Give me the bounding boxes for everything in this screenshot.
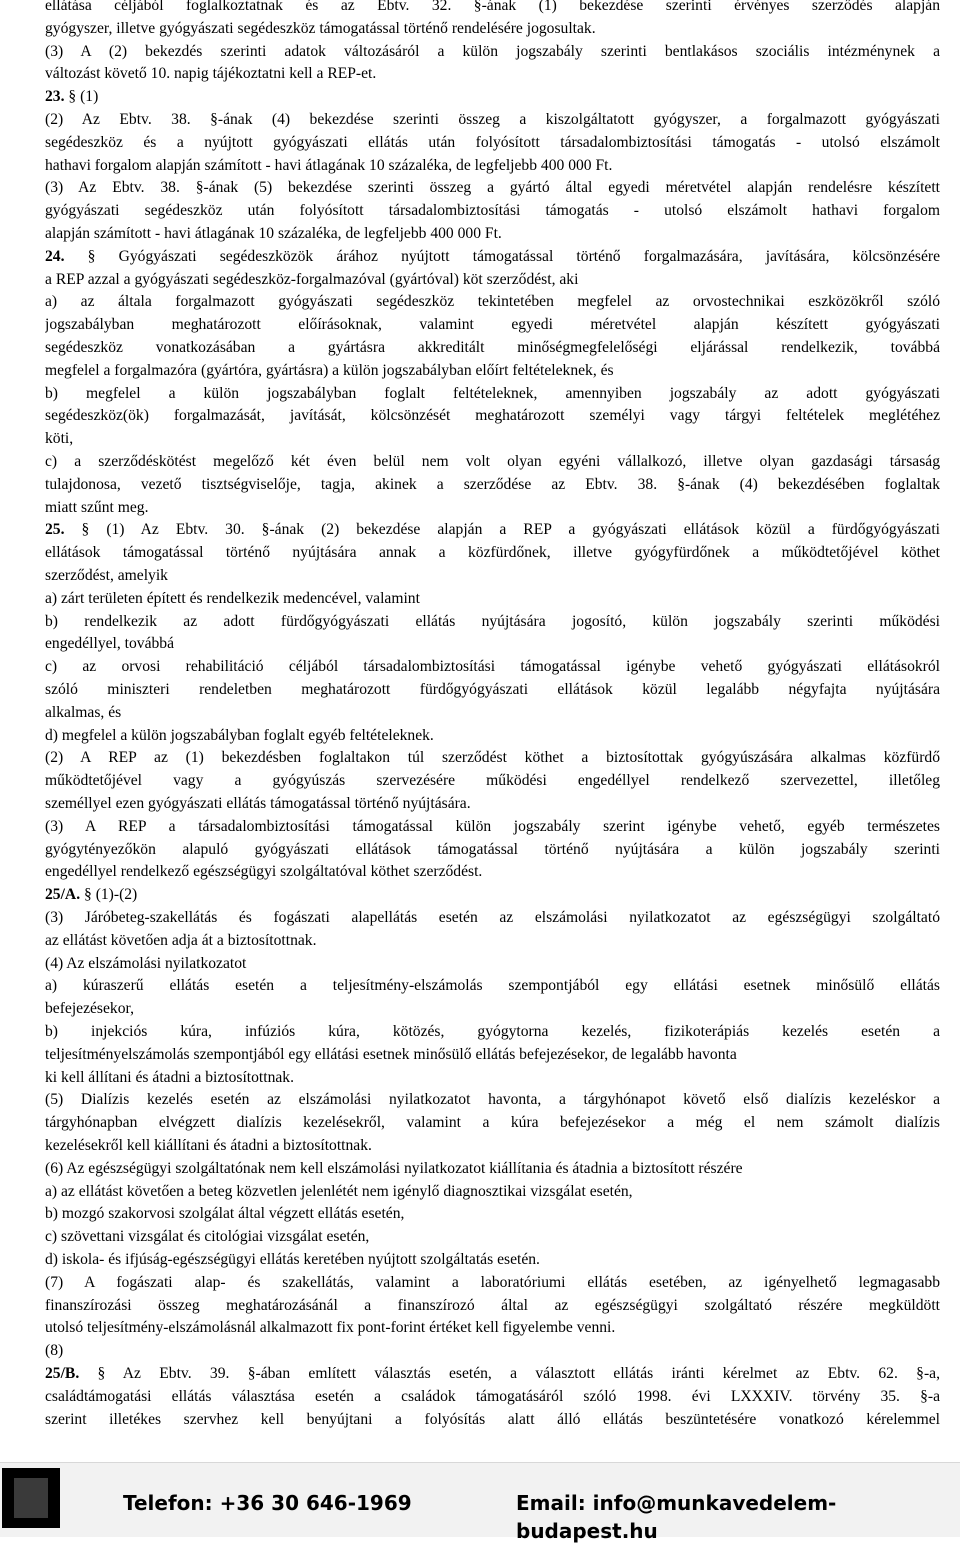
line-text: (3) Az Ebtv. 38. §-ának (5) bekezdése szerinti összeg a gyártó által egyedi méretvétel alapján rendelésre készített xyxy=(45,179,940,197)
text-line xyxy=(45,543,940,563)
logo-icon xyxy=(2,1468,60,1528)
line-text: d) megfelel a külön jogszabályban foglalt egyéb feltételeknek. xyxy=(45,726,434,744)
text-line xyxy=(45,1182,940,1202)
section-number: 25/A. xyxy=(45,886,81,904)
line-text: b) megfelel a külön jogszabályban foglalt feltételeknek, amennyiben jogszabály az adott gyógyászati xyxy=(45,384,940,402)
text-line xyxy=(45,19,940,39)
text-line xyxy=(45,201,940,221)
text-line xyxy=(45,634,940,654)
text-line xyxy=(45,589,940,609)
text-line xyxy=(45,908,940,928)
line-text: a) zárt területen épített és rendelkezik medencével, valamint xyxy=(45,589,420,607)
text-line xyxy=(45,384,940,404)
text-line xyxy=(45,817,940,837)
line-text: (3) A (2) bekezdés szerinti adatok változásáról a külön jogszabály szerinti bentlakásos szociális intézménynek a xyxy=(45,42,940,60)
text-line xyxy=(45,1159,940,1179)
text-line xyxy=(45,1318,940,1338)
text-line xyxy=(45,133,940,153)
line-text: a) az ellátást követően a beteg közvetlen jelenlétét nem igénylő diagnosztikai vizsgálat esetén, xyxy=(45,1182,633,1200)
text-line xyxy=(45,1410,940,1430)
line-text: (7) A fogászati alap- és szakellátás, valamint a laboratóriumi ellátás esetében, az igényelhető legmagasabb xyxy=(45,1273,940,1291)
text-line xyxy=(45,270,940,290)
line-text: engedéllyel, továbbá xyxy=(45,635,175,653)
text-line xyxy=(45,862,940,882)
line-text: családtámogatási ellátás választása esetén a családok támogatásáról szóló 1998. évi LXXXIV. törvény 35. §-a xyxy=(45,1387,940,1405)
text-line xyxy=(45,748,940,768)
text-line xyxy=(45,931,940,951)
text-line xyxy=(45,657,940,677)
line-text: az ellátást követően adja át a biztosítottnak. xyxy=(45,931,317,949)
line-text: gyógyászati segédeszköz után folyósított társadalombiztosítási támogatás - utolsó elszámolt hathavi forgalom xyxy=(45,202,940,220)
text-line xyxy=(45,1227,940,1247)
line-text: a) az általa forgalmazott gyógyászati segédeszköz tekintetében megfelel az orvostechnikai eszközökről szóló xyxy=(45,293,940,311)
text-line xyxy=(45,406,940,426)
line-text: c) szövettani vizsgálat és citológiai vizsgálat esetén, xyxy=(45,1228,370,1246)
text-line xyxy=(45,1341,940,1361)
line-text: gyógytényezőkön alapuló gyógyászati ellátások támogatással történő nyújtására a külön jogszabály szerinti xyxy=(45,840,940,858)
line-text: ki kell állítani és átadni a biztosítottnak. xyxy=(45,1068,295,1086)
line-text: § Az Ebtv. 39. §-ában említett választás esetén, a választott ellátás iránti kérelmet az Ebtv. 62. §-a, xyxy=(97,1365,940,1382)
text-line xyxy=(45,224,940,244)
page-footer xyxy=(0,1462,960,1543)
text-line xyxy=(45,703,940,723)
line-text: b) mozgó szakorvosi szolgálat által végzett ellátás esetén, xyxy=(45,1205,405,1223)
line-text: változást követő 10. napig tájékoztatni kell a REP-et. xyxy=(45,65,377,83)
line-text: (6) Az egészségügyi szolgáltatónak nem kell elszámolási nyilatkozatot kiállítania és átadnia a biztosított részére xyxy=(45,1159,743,1177)
line-text: befejezésekor, xyxy=(45,1000,134,1018)
text-line xyxy=(45,64,940,84)
footer-phone: Telefon: +36 30 646-1969 xyxy=(123,1491,412,1515)
section-number: 24. xyxy=(45,247,65,265)
text-line xyxy=(45,1273,940,1293)
text-line xyxy=(45,771,940,791)
text-line xyxy=(45,885,940,905)
text-line xyxy=(45,110,940,130)
line-text: szerződést, amelyik xyxy=(45,567,168,584)
text-line xyxy=(45,520,940,540)
text-line xyxy=(45,1250,940,1270)
line-text: (8) xyxy=(45,1342,64,1360)
text-line xyxy=(45,1204,940,1224)
text-line xyxy=(45,87,940,107)
text-line xyxy=(45,1387,940,1407)
line-text: tárgyhónapban elvégzett dialízis kezelésekről, valamint a kúra befejezésekor a még el nem számolt dialízis xyxy=(45,1114,940,1132)
text-line xyxy=(45,156,940,176)
text-line xyxy=(45,247,940,267)
line-text: § (1)-(2) xyxy=(84,886,138,904)
text-line xyxy=(45,1090,940,1110)
text-line xyxy=(45,1022,940,1042)
line-text: miatt szűnt meg. xyxy=(45,498,149,516)
text-line xyxy=(45,42,940,62)
text-line xyxy=(45,498,940,518)
line-text: ellátása céljából foglalkoztatnak és az Ebtv. 32. §-ának (1) bekezdése szerinti érvényes szerződés alapján xyxy=(45,0,940,14)
line-text: teljesítményelszámolás szempontjából egy ellátási esetnek minősülő ellátás befejezésekor, de legalább havonta xyxy=(45,1045,737,1063)
line-text: engedéllyel rendelkező egészségügyi szolgáltatóval köthet szerződést. xyxy=(45,863,483,881)
line-text: jogszabályban meghatározott előírásoknak, valamint egyedi méretvétel alapján készített gyógyászati xyxy=(45,316,940,334)
line-text: (2) Az Ebtv. 38. §-ának (4) bekezdése szerinti összeg a kiszolgáltatott gyógyszer, a forgalmazott gyógyászati xyxy=(45,111,940,128)
line-text: szerint illetékes szervhez kell benyújtani a folyósítás alatt álló ellátás beszüntetésére vonatkozó kérelemmel xyxy=(45,1410,940,1428)
text-line xyxy=(45,976,940,996)
line-text: tulajdonosa, vezető tisztségviselője, tagja, akinek a szerződése az Ebtv. 38. §-ának (4) bekezdésében foglaltak xyxy=(45,475,940,493)
text-line xyxy=(45,1068,940,1088)
line-text: utolsó teljesítmény-elszámolásnál alkalmazott fix pont-forint értéket kell figyelembe venni. xyxy=(45,1319,616,1337)
line-text: (4) Az elszámolási nyilatkozatot xyxy=(45,954,247,972)
section-number: 25. xyxy=(45,521,65,539)
text-line xyxy=(45,1113,940,1133)
text-line xyxy=(45,0,940,16)
line-text: segédeszköz vonatkozásában a gyártásra akkreditált minőségmegfelelőségi eljárással rendelkezik, továbbá xyxy=(45,339,940,356)
text-line xyxy=(45,726,940,746)
footer-email: Email: info@munkavedelem-budapest.hu xyxy=(516,1491,837,1543)
text-line xyxy=(45,954,940,974)
line-text: ellátások támogatással történő nyújtására annak a közfürdőnek, illetve gyógyfürdőnek a működtetőjével köthet xyxy=(45,544,940,562)
line-text: megfelel a forgalmazóra (gyártóra, gyártásra) a külön jogszabályban előírt feltételeknek, és xyxy=(45,361,614,379)
line-text: (3) Járóbeteg-szakellátás és fogászati alapellátás esetén az elszámolási nyilatkozatot az egészségügyi szolgáltató xyxy=(45,909,940,926)
text-line xyxy=(45,1296,940,1316)
line-text: (2) A REP az (1) bekezdésben foglaltakon túl szerződést köthet a biztosítottak gyógyúszására alkalmas közfürdő xyxy=(45,749,940,767)
line-text: működtetőjével vagy a gyógyúszás szervezésére működési engedéllyel rendelkező szervezettel, illetőleg xyxy=(45,772,940,790)
line-text: § (1) Az Ebtv. 30. §-ának (2) bekezdése alapján a REP a gyógyászati ellátások közül a fürdőgyógyászati xyxy=(81,521,940,539)
text-line xyxy=(45,292,940,312)
line-text: köti, xyxy=(45,430,74,448)
line-text: a) kúraszerű ellátás esetén a teljesítmény-elszámolás szempontjából egy ellátási esetnek minősülő ellátás xyxy=(45,977,940,995)
line-text: alkalmas, és xyxy=(45,703,122,721)
section-number: 23. xyxy=(45,88,65,106)
text-line xyxy=(45,452,940,472)
text-line xyxy=(45,178,940,198)
line-text: c) az orvosi rehabilitáció céljából társadalombiztosítási támogatással igénybe vehető gyógyászati ellátásokról xyxy=(45,658,940,676)
line-text: szóló miniszteri rendeletben meghatározott fürdőgyógyászati ellátások közül legalább négyfajta nyújtására xyxy=(45,681,940,698)
text-line xyxy=(45,794,940,814)
text-line xyxy=(45,999,940,1019)
line-text: segédeszköz(ök) forgalmazását, javítását, kölcsönzését meghatározott személyi vagy tárgyi feltételek meglétéhez xyxy=(45,407,940,425)
line-text: segédeszköz és a nyújtott gyógyászati ellátás után folyósított társadalombiztosítási támogatás - utolsó elszámolt xyxy=(45,133,940,151)
text-line xyxy=(45,338,940,358)
line-text: d) iskola- és ifjúság-egészségügyi ellátás keretében nyújtott szolgáltatás esetén. xyxy=(45,1251,540,1268)
text-line xyxy=(45,1136,940,1156)
text-line xyxy=(45,840,940,860)
text-line xyxy=(45,612,940,632)
line-text: hathavi forgalom alapján számított - havi átlagának 10 százaléka, de legfeljebb 400 000 Ft. xyxy=(45,156,613,174)
text-line xyxy=(45,429,940,449)
text-line xyxy=(45,566,940,586)
text-line xyxy=(45,475,940,495)
text-line xyxy=(45,680,940,700)
text-line xyxy=(45,361,940,381)
text-line xyxy=(45,1045,940,1065)
line-text: (5) Dialízis kezelés esetén az elszámolási nyilatkozatot havonta, a tárgyhónapot követő első dialízis kezeléskor a xyxy=(45,1091,940,1109)
line-text: b) rendelkezik az adott fürdőgyógyászati ellátás nyújtására jogosító, külön jogszabály szerinti működési xyxy=(45,612,940,630)
text-line xyxy=(45,315,940,335)
line-text: gyógyszer, illetve gyógyászati segédeszköz támogatással történő rendelésére jogosultak. xyxy=(45,19,596,37)
line-text: a REP azzal a gyógyászati segédeszköz-forgalmazóval (gyártóval) köt szerződést, aki xyxy=(45,270,579,288)
line-text: személlyel ezen gyógyászati ellátás támogatással történő nyújtására. xyxy=(45,795,471,812)
line-text: b) injekciós kúra, infúziós kúra, kötözés, gyógytorna kezelés, fizikoterápiás kezelés esetén a xyxy=(45,1023,940,1040)
text-line xyxy=(45,1364,940,1384)
line-text: alapján számított - havi átlagának 10 százaléka, de legfeljebb 400 000 Ft. xyxy=(45,225,502,242)
line-text: c) a szerződéskötést megelőző két éven belül nem volt olyan egyéni vállalkozó, illetve olyan gazdasági társaság xyxy=(45,453,940,470)
line-text: § (1) xyxy=(68,88,99,106)
line-text: (3) A REP a társadalombiztosítási támogatással külön jogszabály szerint igénybe vehető, egyéb természetes xyxy=(45,817,940,835)
section-number: 25/B. xyxy=(45,1365,80,1382)
line-text: § Gyógyászati segédeszközök árához nyújtott támogatással történő forgalmazására, javítására, kölcsönzésére xyxy=(87,247,940,265)
line-text: finanszírozási összeg meghatározásánál a finanszírozó által az egészségügyi szolgáltató részére megküldött xyxy=(45,1296,940,1314)
line-text: kezelésekről kell kiállítani és átadni a biztosítottnak. xyxy=(45,1137,372,1154)
